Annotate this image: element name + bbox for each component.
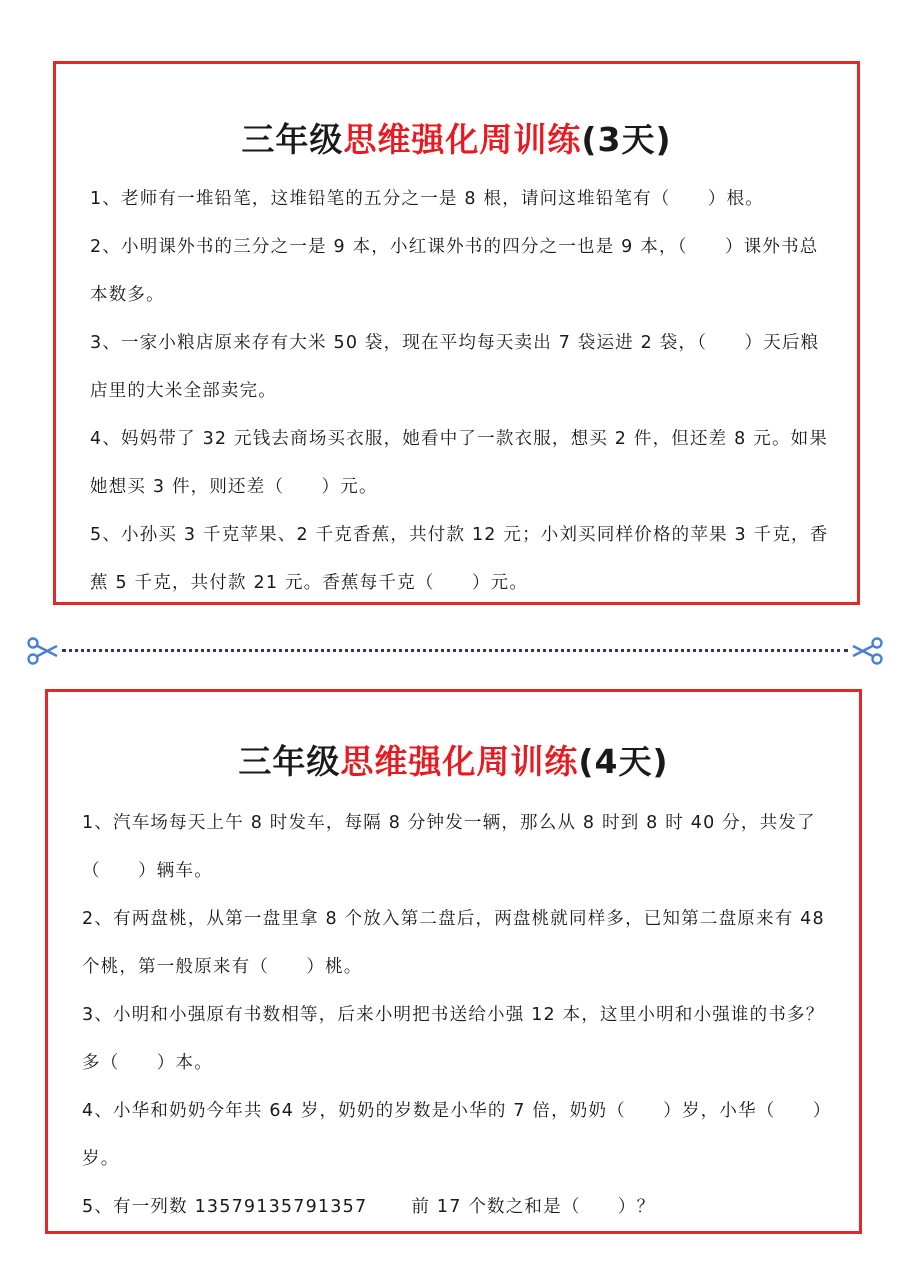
question-item: 4、小华和奶奶今年共 64 岁，奶奶的岁数是小华的 7 倍，奶奶（ ）岁，小华（ ）岁。 [82, 1101, 823, 1169]
question-list [56, 175, 857, 607]
worksheet-day-4 [45, 689, 862, 1234]
question-item: 5、有一列数 13579135791357 前 17 个数之和是（ ）？ [82, 1197, 656, 1217]
question-item: 3、一家小粮店原来存有大米 50 袋，现在平均每天卖出 7 袋运进 2 袋，（ ）天后粮店里的大米全部卖完。 [90, 333, 820, 401]
question-list [48, 799, 859, 1231]
question-item: 2、小明课外书的三分之一是 9 本，小红课外书的四分之一也是 9 本，（ ）课外书总本数多。 [90, 237, 819, 305]
cut-line-divider [26, 636, 884, 666]
title-highlight: 思维强化周训练 [340, 742, 579, 781]
title-suffix: (4天) [578, 742, 669, 781]
worksheet-title-day-3 [56, 114, 857, 161]
title-prefix: 三年级 [241, 120, 344, 159]
worksheet-day-3 [53, 61, 860, 605]
worksheet-title-day-4 [48, 736, 859, 783]
question-item: 3、小明和小强原有书数相等，后来小明把书送给小强 12 本，这里小明和小强谁的书多？多（ ）本。 [82, 1005, 825, 1073]
question-item: 5、小孙买 3 千克苹果、2 千克香蕉，共付款 12 元；小刘买同样价格的苹果 3 千克，香蕉 5 千克，共付款 21 元。香蕉每千克（ ）元。 [90, 525, 829, 593]
question-item: 2、有两盘桃，从第一盘里拿 8 个放入第二盘后，两盘桃就同样多，已知第二盘原来有 48 个桃，第一般原来有（ ）桃。 [82, 909, 825, 977]
title-prefix: 三年级 [238, 742, 341, 781]
title-highlight: 思维强化周训练 [343, 120, 582, 159]
question-item: 1、汽车场每天上午 8 时发车，每隔 8 分钟发一辆，那么从 8 时到 8 时 40 分，共发了（ ）辆车。 [82, 813, 816, 881]
title-suffix: (3天) [581, 120, 672, 159]
scissors-icon [26, 636, 60, 666]
question-item: 4、妈妈带了 32 元钱去商场买衣服，她看中了一款衣服，想买 2 件，但还差 8 元。如果她想买 3 件，则还差（ ）元。 [90, 429, 829, 497]
scissors-icon [850, 636, 884, 666]
question-item: 1、老师有一堆铅笔，这堆铅笔的五分之一是 8 根，请问这堆铅笔有（ ）根。 [90, 189, 764, 209]
dotted-cut-line [62, 649, 848, 652]
